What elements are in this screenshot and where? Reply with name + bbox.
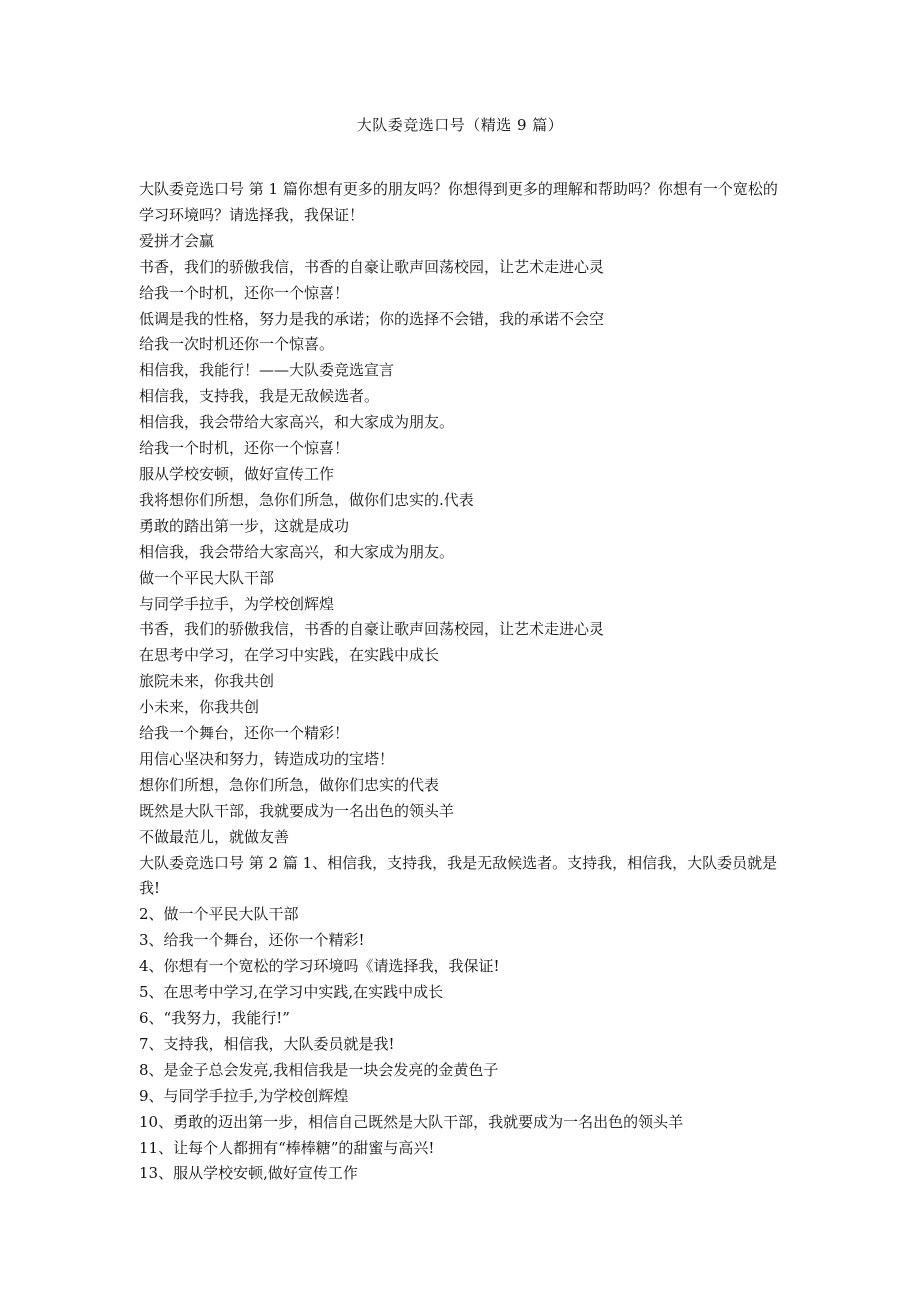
paragraph: 小未来，你我共创 bbox=[139, 698, 260, 717]
paragraph: 大队委竞选口号 第 1 篇你想有更多的朋友吗？你想得到更多的理解和帮助吗？你想有一个宽松的学习环境吗？请选择我，我保证！ bbox=[139, 180, 778, 224]
paragraph: 在思考中学习，在学习中实践，在实践中成长 bbox=[139, 646, 440, 665]
paragraph: 书香，我们的骄傲我信，书香的自豪让歌声回荡校园，让艺术走进心灵 bbox=[139, 257, 605, 276]
paragraph: 5、在思考中学习,在学习中实践,在实践中成长 bbox=[139, 983, 444, 1002]
paragraph: 10、勇敢的迈出第一步，相信自己既然是大队干部，我就要成为一名出色的领头羊 bbox=[139, 1112, 684, 1131]
paragraph: 旅院未来，你我共创 bbox=[139, 672, 275, 691]
document-title: 大队委竞选口号（精选 9 篇） bbox=[356, 116, 564, 134]
paragraph: 相信我，我能行！——大队委竞选宣言 bbox=[139, 361, 395, 380]
paragraph: 低调是我的性格，努力是我的承诺；你的选择不会错，我的承诺不会空 bbox=[139, 309, 605, 328]
paragraph: 既然是大队干部，我就要成为一名出色的领头羊 bbox=[139, 801, 455, 820]
paragraph: 6、“我努力，我能行!” bbox=[139, 1009, 290, 1027]
paragraph: 不做最范儿，就做友善 bbox=[139, 827, 290, 846]
paragraph: 想你们所想，急你们所急，做你们忠实的代表 bbox=[139, 775, 440, 794]
paragraph: 书香，我们的骄傲我信，书香的自豪让歌声回荡校园，让艺术走进心灵 bbox=[139, 620, 605, 639]
document-body bbox=[139, 177, 789, 1187]
paragraph: 服从学校安顿，做好宣传工作 bbox=[139, 464, 335, 483]
paragraph: 用信心坚决和努力，铸造成功的宝塔！ bbox=[139, 749, 395, 768]
paragraph: 7、支持我，相信我，大队委员就是我! bbox=[139, 1034, 395, 1053]
paragraph: 做一个平民大队干部 bbox=[139, 568, 275, 587]
paragraph: 给我一个舞台，还你一个精彩！ bbox=[139, 724, 350, 743]
paragraph: 给我一个时机，还你一个惊喜！ bbox=[139, 439, 350, 458]
paragraph: 给我一个时机，还你一个惊喜！ bbox=[139, 283, 350, 302]
paragraph: 8、是金子总会发亮,我相信我是一块会发亮的金黄色子 bbox=[139, 1060, 499, 1079]
paragraph: 2、做一个平民大队干部 bbox=[139, 905, 299, 924]
paragraph: 相信我，我会带给大家高兴，和大家成为朋友。 bbox=[139, 413, 455, 432]
paragraph: 我将想你们所想，急你们所急，做你们忠实的.代表 bbox=[139, 490, 474, 509]
paragraph: 与同学手拉手，为学校创辉煌 bbox=[139, 594, 335, 613]
paragraph: 9、与同学手拉手,为学校创辉煌 bbox=[139, 1086, 349, 1105]
paragraph: 给我一次时机还你一个惊喜。 bbox=[139, 335, 335, 354]
paragraph: 爱拼才会赢 bbox=[139, 231, 215, 250]
paragraph: 4、你想有一个宽松的学习环境吗《请选择我，我保证! bbox=[139, 957, 500, 976]
paragraph: 相信我，我会带给大家高兴，和大家成为朋友。 bbox=[139, 542, 455, 561]
paragraph: 11、让每个人都拥有“棒棒糖”的甜蜜与高兴! bbox=[139, 1138, 435, 1157]
paragraph: 相信我，支持我，我是无敌候选者。 bbox=[139, 387, 380, 406]
paragraph: 3、给我一个舞台，还你一个精彩! bbox=[139, 931, 365, 950]
paragraph: 大队委竞选口号 第 2 篇 1、相信我，支持我，我是无敌候选者。支持我，相信我，大队委员就是我! bbox=[139, 853, 778, 898]
paragraph: 13、服从学校安顿,做好宣传工作 bbox=[139, 1164, 358, 1183]
paragraph: 勇敢的踏出第一步，这就是成功 bbox=[139, 516, 350, 535]
